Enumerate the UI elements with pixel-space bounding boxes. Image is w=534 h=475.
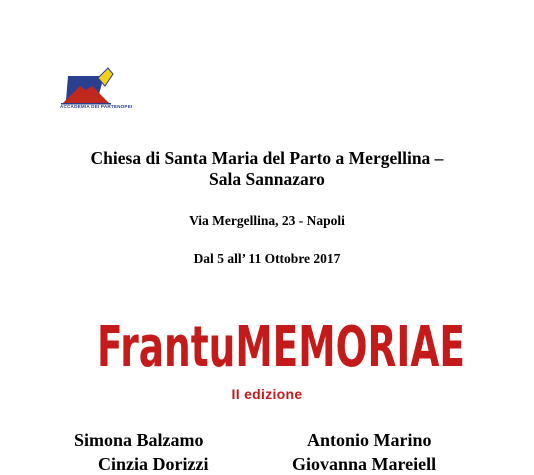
venue-address: Via Mergellina, 23 - Napoli bbox=[189, 213, 345, 228]
venue-line-2: Sala Sannazaro bbox=[209, 169, 325, 189]
artist-right-1: Antonio Marino bbox=[307, 430, 432, 450]
event-dates: Dal 5 all’ 11 Ottobre 2017 bbox=[193, 251, 341, 266]
event-title-text: FrantuMEMORIAE bbox=[97, 316, 466, 374]
artist-left-1: Simona Balzamo bbox=[74, 430, 204, 450]
edition-label: II edizione bbox=[231, 386, 303, 402]
artist-left-2: Cinzia Dorizzi bbox=[98, 454, 209, 474]
venue-name bbox=[0, 148, 534, 190]
logo-caption: ACCADEMIA DEI PARTENOPEI bbox=[60, 104, 133, 109]
artist-right-2: Giovanna Mareiell bbox=[292, 454, 437, 474]
venue-line-1: Chiesa di Santa Maria del Parto a Mergellina – bbox=[90, 148, 444, 168]
event-title bbox=[97, 316, 467, 374]
